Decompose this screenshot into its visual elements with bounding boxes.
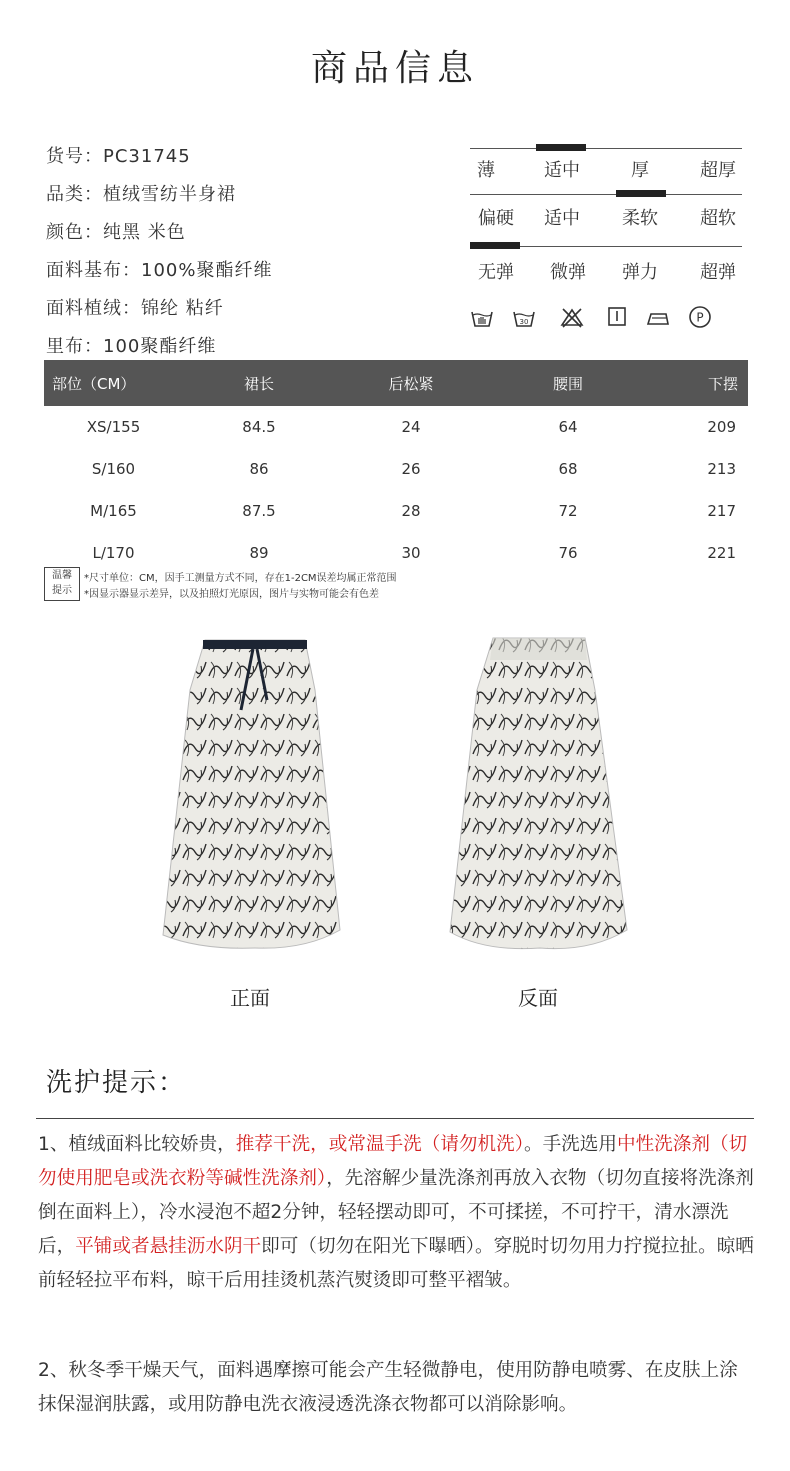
table-cell: 28 xyxy=(401,502,421,520)
item-number: 货号：PC31745 xyxy=(46,146,191,167)
table-cell: 213 xyxy=(707,460,736,478)
table-cell: 217 xyxy=(707,502,736,520)
table-cell: 76 xyxy=(558,544,578,562)
tips-line: *因显示器显示差异，以及拍照灯光原因，图片与实物可能会有色差 xyxy=(84,589,379,600)
elasticity-scale xyxy=(470,242,742,282)
scale-label: 厚 xyxy=(631,160,649,181)
table-row xyxy=(44,532,748,574)
back-caption: 反面 xyxy=(518,986,558,1010)
size-table-header xyxy=(44,360,748,406)
wash-30-icon xyxy=(512,306,536,328)
table-cell: 64 xyxy=(558,418,578,436)
no-bleach-icon xyxy=(560,306,584,328)
thickness-indicator xyxy=(536,144,586,151)
softness-scale xyxy=(470,190,742,230)
wash-paragraph-1 xyxy=(38,1128,754,1298)
wash-text: 1、植绒面料比较娇贵， xyxy=(38,1134,236,1155)
scale-label: 柔软 xyxy=(622,208,658,229)
tumble-dry-icon xyxy=(605,306,629,328)
header-cell: 裙长 xyxy=(183,360,335,406)
table-cell: M/165 xyxy=(90,502,137,520)
tips-line: *尺寸单位：CM，因手工测量方式不同，存在1-2CM误差均属正常范围 xyxy=(84,573,397,584)
wash-text: 即可（切勿在阳光下曝晒）。穿脱时切勿用力拧搅拉扯。晾晒前轻轻拉平布料，晾干后用挂烫机蒸汽熨烫即可整平褶皱。 xyxy=(38,1236,754,1291)
svg-text:30: 30 xyxy=(519,318,529,326)
wash-highlight: 推荐干洗，或常温手洗（请勿机洗） xyxy=(235,1134,524,1155)
table-cell: 72 xyxy=(558,502,578,520)
front-caption: 正面 xyxy=(230,986,270,1010)
table-cell: 209 xyxy=(707,418,736,436)
table-cell: 221 xyxy=(707,544,736,562)
header-cell: 后松紧 xyxy=(335,360,487,406)
wash-highlight: 平铺或者悬挂沥水阴干 xyxy=(75,1236,262,1257)
table-cell: 30 xyxy=(401,544,421,562)
table-cell: XS/155 xyxy=(86,418,141,436)
wash-highlight: 中性洗涤剂（切勿使用肥皂或洗衣粉等碱性洗涤剂） xyxy=(38,1134,748,1189)
item-category: 品类：植绒雪纺半身裙 xyxy=(46,184,236,205)
skirt-back-image xyxy=(445,630,635,960)
table-cell: 26 xyxy=(401,460,421,478)
header-cell: 下摆 xyxy=(649,360,748,406)
table-row xyxy=(44,406,748,448)
tips-badge-line: 温馨 xyxy=(52,570,72,581)
hand-wash-icon xyxy=(470,306,494,328)
scale-label: 超弹 xyxy=(700,262,736,283)
table-cell: 86 xyxy=(249,460,269,478)
svg-text:P: P xyxy=(696,310,704,325)
table-row xyxy=(44,490,748,532)
softness-indicator xyxy=(616,190,666,197)
table-cell: L/170 xyxy=(92,544,135,562)
scale-label: 无弹 xyxy=(478,262,514,283)
flock-fabric: 面料植绒：锦纶 粘纤 xyxy=(46,298,224,319)
iron-icon xyxy=(646,306,670,328)
tips-badge-line: 提示 xyxy=(52,585,72,596)
wash-text: 。手洗选用 xyxy=(523,1134,617,1155)
scale-label: 超软 xyxy=(700,208,736,229)
scale-label: 适中 xyxy=(544,160,580,181)
scale-label: 微弹 xyxy=(550,262,586,283)
dry-clean-p-icon xyxy=(688,306,712,328)
table-cell: 24 xyxy=(401,418,421,436)
page-title: 商品信息 xyxy=(310,48,479,89)
wash-text: ，先溶解少量洗涤剂再放入衣物（切勿直接将洗涤剂倒在面料上），冷水浸泡不超2分钟，轻轻摆动即可，不可揉搓，不可拧干，清水漂洗后， xyxy=(38,1168,754,1257)
table-row xyxy=(44,448,748,490)
wash-paragraph-2: 2、秋冬季干燥天气，面料遇摩擦可能会产生轻微静电，使用防静电喷雾、在皮肤上涂抹保湿润肤露，或用防静电洗衣液浸透洗涤衣物都可以消除影响。 xyxy=(38,1360,738,1415)
scale-label: 适中 xyxy=(544,208,580,229)
skirt-front-image xyxy=(155,630,350,960)
size-table xyxy=(44,360,748,574)
scale-label: 薄 xyxy=(477,160,495,181)
table-cell: 68 xyxy=(558,460,578,478)
table-cell: 87.5 xyxy=(242,502,276,520)
scale-label: 弹力 xyxy=(622,262,658,283)
base-fabric: 面料基布：100%聚酯纤维 xyxy=(46,260,273,281)
header-cell: 腰围 xyxy=(487,360,649,406)
lining: 里布：100聚酯纤维 xyxy=(46,336,217,357)
scale-label: 超厚 xyxy=(700,160,736,181)
scale-label: 偏硬 xyxy=(478,208,514,229)
wash-title: 洗护提示： xyxy=(46,1068,187,1098)
header-cell: 部位（CM） xyxy=(44,360,183,406)
table-cell: 89 xyxy=(249,544,269,562)
divider xyxy=(36,1118,754,1119)
table-cell: S/160 xyxy=(91,460,136,478)
table-cell: 84.5 xyxy=(242,418,276,436)
item-color: 颜色：纯黑 米色 xyxy=(46,222,186,243)
tips-badge xyxy=(44,567,80,601)
elasticity-indicator xyxy=(470,242,520,249)
thickness-scale xyxy=(470,144,742,184)
